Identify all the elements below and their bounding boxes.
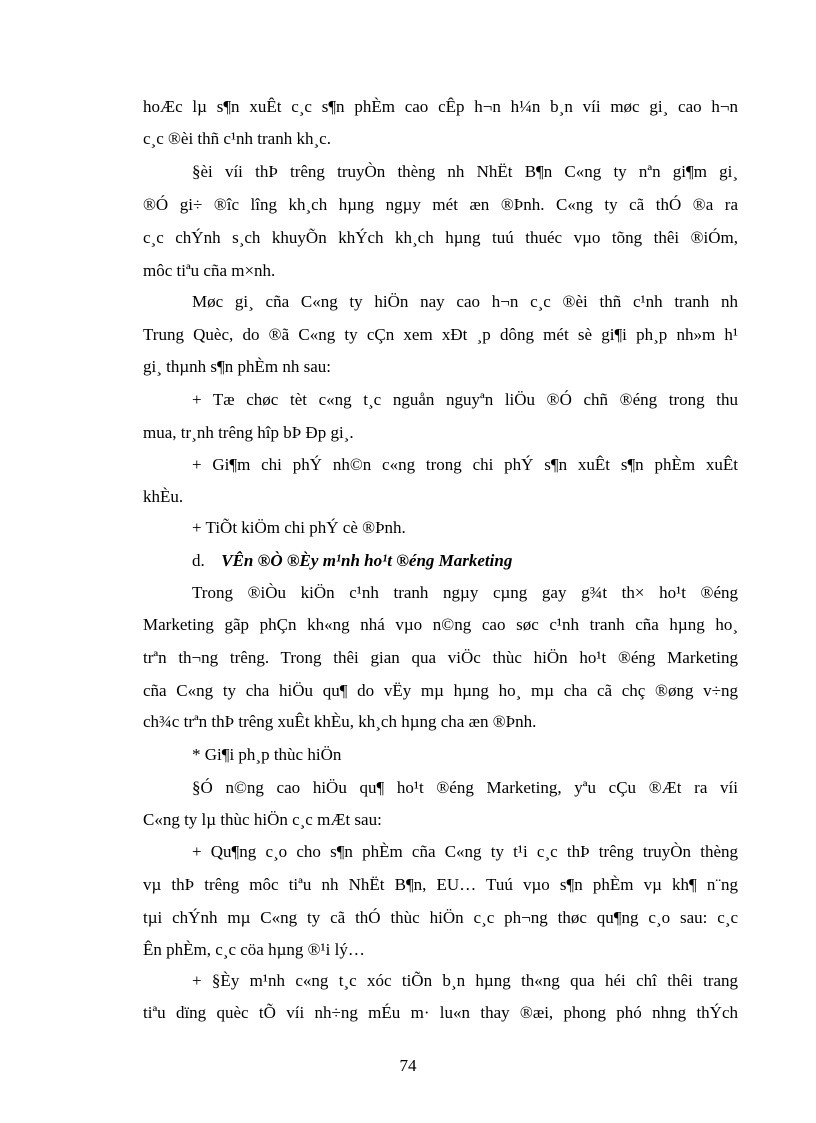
text-line: Trong ®iÒu kiÖn c¹nh tranh ngµy cµng gay g¾t th× ho¹t ®éng [192, 583, 738, 602]
text-line: c¸c chÝnh s¸ch khuyÕn khÝch kh¸ch hµng tuú thuéc vµo tõng thêi ®iÓm, [143, 228, 738, 247]
text-line: hoÆc lµ s¶n xuÊt c¸c s¶n phÈm cao cÊp h¬n h¼n b¸n víi møc gi¸ cao h¬n [143, 97, 738, 116]
text-line: cña C«ng ty cha hiÖu qu¶ do vËy mµ hµng ho¸ mµ cha cã chç ®øng v÷ng [143, 681, 738, 700]
text-line: + Gi¶m chi phÝ nh©n c«ng trong chi phÝ s¶n xuÊt s¶n phÈm xuÊt [192, 455, 738, 474]
text-line: tµi chÝnh mµ C«ng ty cã thÓ thùc hiÖn c¸c ph¬ng thøc qu¶ng c¸o sau: c¸c [143, 908, 738, 927]
text-line: trªn th¬ng trêng. Trong thêi gian qua viÖc thùc hiÖn ho¹t ®éng Marketing [143, 648, 738, 667]
text-line: c¸c ®èi thñ c¹nh tranh kh¸c. [143, 129, 331, 148]
text-line: C«ng ty lµ thùc hiÖn c¸c mÆt sau: [143, 810, 382, 829]
text-line: Ên phÈm, c¸c cöa hµng ®¹i lý… [143, 940, 365, 959]
text-line: Trung Quèc, do ®ã C«ng ty cÇn xem xÐt ¸p dông mét sè gi¶i ph¸p nh»m h¹ [143, 325, 738, 344]
text-line: Møc gi¸ cña C«ng ty hiÖn nay cao h¬n c¸c ®èi thñ c¹nh tranh nh [192, 292, 738, 311]
text-line: vµ thÞ trêng môc tiªu nh NhËt B¶n, EU… Tuú vµo s¶n phÈm vµ kh¶ n¨ng [143, 875, 738, 894]
text-line: tiªu dïng quèc tÕ víi nh÷ng mÉu m· lu«n thay ®æi, phong phó nhng thÝch [143, 1003, 738, 1022]
section-heading-title: VÊn ®Ò ®Èy m¹nh ho¹t ®éng Marketing [221, 551, 513, 570]
text-line: §Ó n©ng cao hiÖu qu¶ ho¹t ®éng Marketing, yªu cÇu ®Æt ra víi [192, 778, 738, 797]
text-line: Marketing gãp phÇn kh«ng nhá vµo n©ng cao søc c¹nh tranh cña hµng ho¸ [143, 615, 738, 634]
page-number: 74 [399, 1056, 417, 1075]
text-line: ®Ó gi÷ ®îc lîng kh¸ch hµng ngµy mét æn ®Þnh. C«ng ty cã thÓ ®a ra [143, 195, 738, 214]
text-line: ch¾c trªn thÞ trêng xuÊt khÈu, kh¸ch hµng cha æn ®Þnh. [143, 712, 537, 731]
text-line: mua, tr¸nh trêng hîp bÞ Ðp gi¸. [143, 423, 354, 442]
text-line: + TiÕt kiÖm chi phÝ cè ®Þnh. [192, 518, 406, 537]
text-line: khÈu. [143, 487, 184, 506]
text-line: môc tiªu cña m×nh. [143, 261, 276, 280]
text-line: §èi víi thÞ trêng truyÒn thèng nh NhËt B¶n C«ng ty nªn gi¶m gi¸ [192, 162, 738, 181]
text-line: + Qu¶ng c¸o cho s¶n phÈm cña C«ng ty t¹i c¸c thÞ trêng truyÒn thèng [192, 842, 738, 861]
text-line: + Tæ chøc tèt c«ng t¸c nguån nguyªn liÖu ®Ó chñ ®éng trong thu [192, 390, 738, 409]
section-heading-label: d. [192, 551, 205, 570]
text-line: * Gi¶i ph¸p thùc hiÖn [192, 745, 342, 764]
text-line: + §Èy m¹nh c«ng t¸c xóc tiÕn b¸n hµng th«ng qua héi chî thêi trang [192, 971, 738, 990]
section-heading [192, 551, 738, 571]
text-line: gi¸ thµnh s¶n phÈm nh sau: [143, 357, 331, 376]
